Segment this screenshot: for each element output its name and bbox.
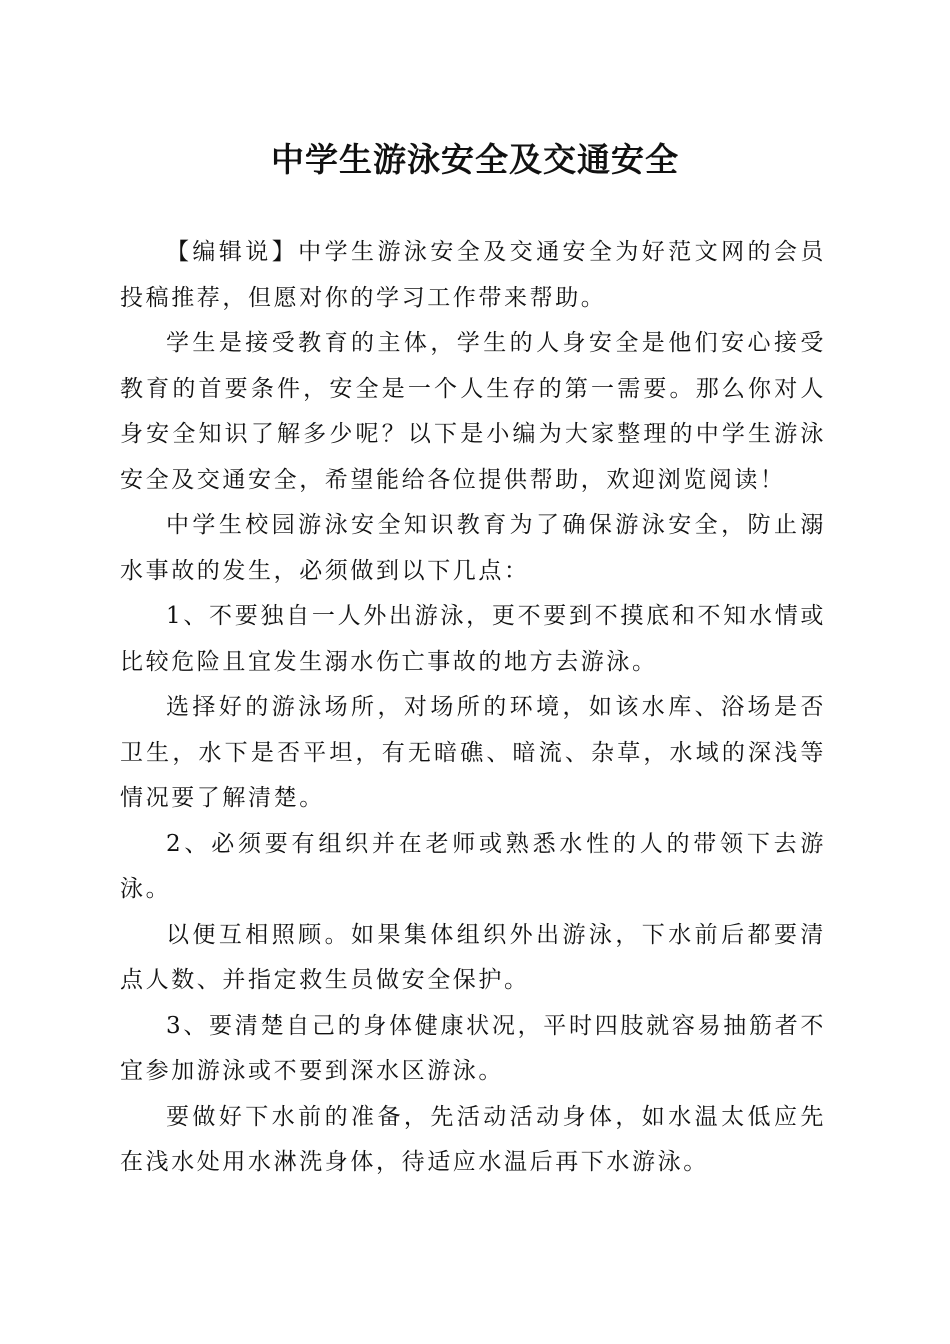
paragraph-intro: 学生是接受教育的主体，学生的人身安全是他们安心接受教育的首要条件，安全是一个人生存的第一需要。那么你对人身安全知识了解多少呢？以下是小编为大家整理的中学生游泳安全及交通安全，希望能给各位提供帮助，欢迎浏览阅读！ [120, 330, 826, 493]
paragraph-rule-1-detail: 选择好的游泳场所，对场所的环境，如该水库、浴场是否卫生，水下是否平坦，有无暗礁、暗流、杂草，水域的深浅等情况要了解清楚。 [120, 694, 826, 811]
paragraph-swimming-safety-intro: 中学生校园游泳安全知识教育为了确保游泳安全，防止溺水事故的发生，必须做到以下几点： [120, 512, 826, 584]
paragraph-rule-2: 2、必须要有组织并在老师或熟悉水性的人的带领下去游泳。 [120, 830, 826, 902]
paragraph-rule-3: 3、要清楚自己的身体健康状况，平时四肢就容易抽筋者不宜参加游泳或不要到深水区游泳。 [120, 1012, 826, 1084]
paragraph-rule-2-detail: 以便互相照顾。如果集体组织外出游泳，下水前后都要清点人数、并指定救生员做安全保护。 [120, 921, 826, 993]
document-title: 中学生游泳安全及交通安全 [271, 140, 679, 179]
paragraph-rule-1: 1、不要独自一人外出游泳，更不要到不摸底和不知水情或比较危险且宜发生溺水伤亡事故的地方去游泳。 [120, 603, 826, 675]
paragraph-editor-note: 【编辑说】中学生游泳安全及交通安全为好范文网的会员投稿推荐，但愿对你的学习工作带来帮助。 [120, 239, 826, 311]
document-body [120, 230, 826, 1186]
paragraph-rule-3-detail: 要做好下水前的准备，先活动活动身体，如水温太低应先在浅水处用水淋洗身体，待适应水温后再下水游泳。 [120, 1103, 826, 1175]
